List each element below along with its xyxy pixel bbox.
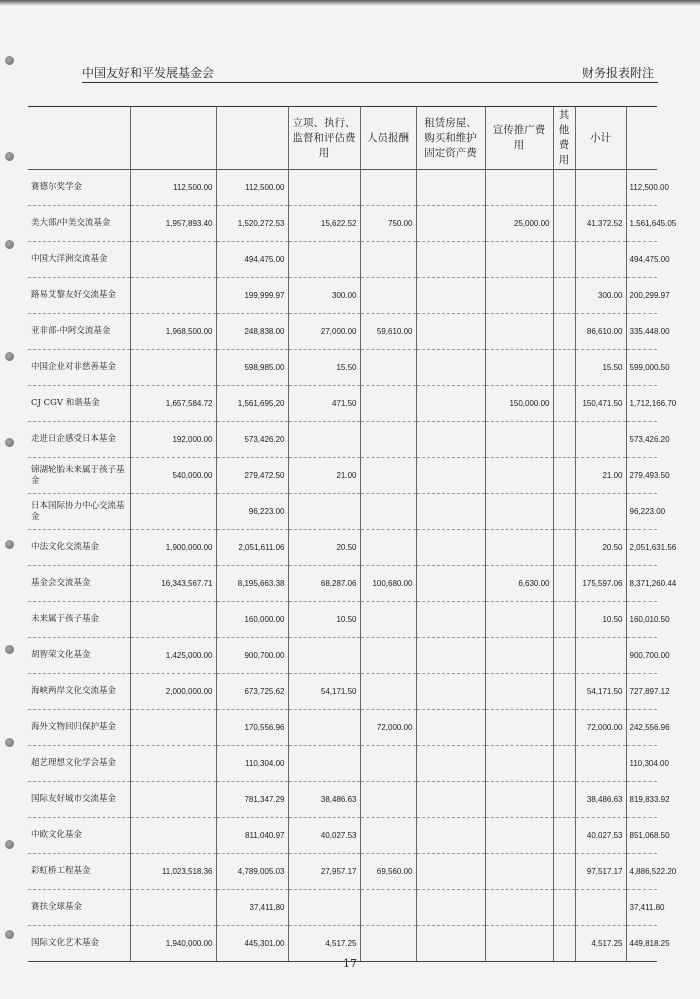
amount-cell: [485, 602, 553, 638]
amount-cell: [130, 818, 216, 854]
amount-cell: 819,833.92: [626, 782, 657, 818]
table-row: [28, 710, 657, 746]
amount-cell: [288, 710, 360, 746]
punch-hole: [5, 738, 14, 747]
amount-cell: 4,886,522.20: [626, 854, 657, 890]
fund-name-cell: 中国企业对非慈善基金: [28, 350, 130, 386]
fund-name-cell: 基金会交流基金: [28, 566, 130, 602]
amount-cell: 599,000.50: [626, 350, 657, 386]
amount-cell: 40,027.53: [575, 818, 626, 854]
amount-cell: 673,725.62: [216, 674, 288, 710]
amount-cell: 21.00: [288, 458, 360, 494]
column-header: 小计: [575, 107, 626, 170]
column-header: [626, 107, 657, 170]
amount-cell: 96,223.00: [626, 494, 657, 530]
amount-cell: 8,195,663.38: [216, 566, 288, 602]
amount-cell: 86,610.00: [575, 314, 626, 350]
punch-hole: [5, 56, 14, 65]
amount-cell: 150,000.00: [485, 386, 553, 422]
amount-cell: 37,411.80: [626, 890, 657, 926]
fund-name-cell: 国际文化艺术基金: [28, 926, 130, 962]
fund-name-cell: 美大部/中美交流基金: [28, 206, 130, 242]
fund-name-cell: 路易艾黎友好交流基金: [28, 278, 130, 314]
amount-cell: 573,426.20: [626, 422, 657, 458]
punch-hole: [5, 240, 14, 249]
amount-cell: 750.00: [360, 206, 416, 242]
amount-cell: 242,556.96: [626, 710, 657, 746]
amount-cell: 110,304.00: [626, 746, 657, 782]
table-row: [28, 638, 657, 674]
amount-cell: 112,500.00: [216, 170, 288, 206]
amount-cell: [575, 638, 626, 674]
amount-cell: [553, 422, 575, 458]
fund-name-cell: 锦湖轮胎未来属于孩子基金: [28, 458, 130, 494]
amount-cell: [360, 386, 416, 422]
amount-cell: 15,622.52: [288, 206, 360, 242]
amount-cell: [288, 638, 360, 674]
table-row: [28, 458, 657, 494]
amount-cell: [360, 170, 416, 206]
amount-cell: 27,000.00: [288, 314, 360, 350]
table-header-row: [28, 107, 657, 170]
fund-name-cell: 彩虹桥工程基金: [28, 854, 130, 890]
amount-cell: 15.50: [575, 350, 626, 386]
amount-cell: 248,838.00: [216, 314, 288, 350]
amount-cell: [360, 350, 416, 386]
punch-hole: [5, 438, 14, 447]
amount-cell: 200,299.97: [626, 278, 657, 314]
amount-cell: [130, 710, 216, 746]
page-header: [82, 60, 658, 83]
amount-cell: 1,657,584.72: [130, 386, 216, 422]
amount-cell: 69,560.00: [360, 854, 416, 890]
amount-cell: 494,475.00: [626, 242, 657, 278]
amount-cell: 20.50: [288, 530, 360, 566]
amount-cell: 598,985.00: [216, 350, 288, 386]
amount-cell: 10.50: [575, 602, 626, 638]
amount-cell: [130, 602, 216, 638]
amount-cell: [553, 710, 575, 746]
column-header: [28, 107, 130, 170]
amount-cell: 1,520,272.53: [216, 206, 288, 242]
amount-cell: [416, 782, 485, 818]
amount-cell: 192,000.00: [130, 422, 216, 458]
amount-cell: 781,347.29: [216, 782, 288, 818]
amount-cell: [553, 386, 575, 422]
amount-cell: [416, 206, 485, 242]
fund-name-cell: 赛扶全球基金: [28, 890, 130, 926]
amount-cell: [416, 854, 485, 890]
amount-cell: [485, 314, 553, 350]
amount-cell: [575, 242, 626, 278]
amount-cell: 279,493.50: [626, 458, 657, 494]
amount-cell: 68,287.06: [288, 566, 360, 602]
amount-cell: [416, 494, 485, 530]
amount-cell: [553, 314, 575, 350]
punch-hole: [5, 540, 14, 549]
amount-cell: 540,000.00: [130, 458, 216, 494]
table-row: [28, 314, 657, 350]
amount-cell: [553, 746, 575, 782]
amount-cell: 38,486.63: [288, 782, 360, 818]
expense-table: [28, 106, 677, 962]
fund-name-cell: CJ CGV 和谐基金: [28, 386, 130, 422]
amount-cell: [288, 890, 360, 926]
amount-cell: 1,968,500.00: [130, 314, 216, 350]
column-header: 人员报酬: [360, 107, 416, 170]
amount-cell: 160,000.00: [216, 602, 288, 638]
amount-cell: 471.50: [288, 386, 360, 422]
amount-cell: 445,301.00: [216, 926, 288, 962]
amount-cell: [485, 638, 553, 674]
amount-cell: 1,561,645.05: [626, 206, 657, 242]
amount-cell: [416, 350, 485, 386]
column-header: 立项、执行、监督和评估费用: [288, 107, 360, 170]
amount-cell: 573,426.20: [216, 422, 288, 458]
punch-hole: [5, 930, 14, 939]
amount-cell: 72,000.00: [575, 710, 626, 746]
table-row: [28, 206, 657, 242]
amount-cell: 59,610.00: [360, 314, 416, 350]
table-row: [28, 602, 657, 638]
amount-cell: [360, 422, 416, 458]
amount-cell: 4,789,005.03: [216, 854, 288, 890]
fund-name-cell: 国际友好城市交流基金: [28, 782, 130, 818]
amount-cell: 1,712,166.70: [626, 386, 657, 422]
amount-cell: 900,700.00: [626, 638, 657, 674]
amount-cell: [360, 242, 416, 278]
amount-cell: 100,680.00: [360, 566, 416, 602]
amount-cell: 900,700.00: [216, 638, 288, 674]
table-row: [28, 818, 657, 854]
amount-cell: 20.50: [575, 530, 626, 566]
fund-name-cell: 胡智荣文化基金: [28, 638, 130, 674]
fund-name-cell: 中欧文化基金: [28, 818, 130, 854]
amount-cell: 811,040.97: [216, 818, 288, 854]
amount-cell: [553, 350, 575, 386]
amount-cell: 110,304.00: [216, 746, 288, 782]
amount-cell: 97,517.17: [575, 854, 626, 890]
amount-cell: [416, 242, 485, 278]
column-header: 宣传推广费用: [485, 107, 553, 170]
amount-cell: [553, 278, 575, 314]
fund-name-cell: 亚非部-中阿交流基金: [28, 314, 130, 350]
org-name: 中国友好和平发展基金会: [82, 66, 215, 80]
column-header: 租赁房屋、购买和维护固定资产费: [416, 107, 485, 170]
amount-cell: [360, 494, 416, 530]
table-row: [28, 170, 657, 206]
amount-cell: [130, 494, 216, 530]
amount-cell: [575, 890, 626, 926]
amount-cell: [288, 422, 360, 458]
amount-cell: 1,425,000.00: [130, 638, 216, 674]
table-row: [28, 746, 657, 782]
amount-cell: 170,556.96: [216, 710, 288, 746]
amount-cell: 72,000.00: [360, 710, 416, 746]
table-row: [28, 566, 657, 602]
amount-cell: [288, 746, 360, 782]
amount-cell: [288, 170, 360, 206]
amount-cell: [130, 242, 216, 278]
table-row: [28, 890, 657, 926]
amount-cell: [416, 746, 485, 782]
amount-cell: 40,027.53: [288, 818, 360, 854]
column-header: [130, 107, 216, 170]
punch-hole: [5, 840, 14, 849]
fund-name-cell: 海峡两岸文化交流基金: [28, 674, 130, 710]
table-row: [28, 782, 657, 818]
punch-hole: [5, 352, 14, 361]
amount-cell: [485, 818, 553, 854]
fund-name-cell: 赛德尔奖学金: [28, 170, 130, 206]
table-row: [28, 530, 657, 566]
amount-cell: [130, 278, 216, 314]
amount-cell: [485, 170, 553, 206]
amount-cell: 37,411.80: [216, 890, 288, 926]
amount-cell: [360, 278, 416, 314]
amount-cell: [485, 278, 553, 314]
punch-hole: [5, 645, 14, 654]
amount-cell: [360, 530, 416, 566]
amount-cell: [485, 782, 553, 818]
amount-cell: [575, 494, 626, 530]
amount-cell: [553, 674, 575, 710]
amount-cell: [575, 170, 626, 206]
amount-cell: 279,472.50: [216, 458, 288, 494]
amount-cell: [288, 494, 360, 530]
amount-cell: 1,957,893.40: [130, 206, 216, 242]
amount-cell: 16,343,567.71: [130, 566, 216, 602]
amount-cell: 335,448.00: [626, 314, 657, 350]
amount-cell: [553, 638, 575, 674]
amount-cell: 41,372.52: [575, 206, 626, 242]
amount-cell: [575, 422, 626, 458]
fund-name-cell: 超艺理想文化学会基金: [28, 746, 130, 782]
amount-cell: 96,223.00: [216, 494, 288, 530]
punch-hole: [5, 152, 14, 161]
amount-cell: [485, 530, 553, 566]
amount-cell: 6,630.00: [485, 566, 553, 602]
amount-cell: 4,517.25: [288, 926, 360, 962]
amount-cell: 150,471.50: [575, 386, 626, 422]
amount-cell: [416, 818, 485, 854]
amount-cell: [416, 458, 485, 494]
amount-cell: [360, 638, 416, 674]
amount-cell: 8,371,260.44: [626, 566, 657, 602]
amount-cell: 1,900,000.00: [130, 530, 216, 566]
amount-cell: [485, 494, 553, 530]
fund-name-cell: 未来属于孩子基金: [28, 602, 130, 638]
table-body: [28, 170, 677, 962]
amount-cell: [485, 422, 553, 458]
column-header: 其他费用: [553, 107, 575, 170]
amount-cell: [553, 530, 575, 566]
amount-cell: [416, 278, 485, 314]
fund-name-cell: 走进日企感受日本基金: [28, 422, 130, 458]
amount-cell: [485, 674, 553, 710]
amount-cell: [416, 710, 485, 746]
amount-cell: [288, 242, 360, 278]
table-row: [28, 494, 657, 530]
amount-cell: 160,010.50: [626, 602, 657, 638]
amount-cell: 25,000.00: [485, 206, 553, 242]
scan-edge: [0, 0, 700, 6]
amount-cell: 2,051,611.06: [216, 530, 288, 566]
amount-cell: [416, 674, 485, 710]
amount-cell: 1,940,000.00: [130, 926, 216, 962]
amount-cell: [360, 890, 416, 926]
amount-cell: [130, 782, 216, 818]
amount-cell: 15.50: [288, 350, 360, 386]
amount-cell: [416, 638, 485, 674]
amount-cell: [485, 350, 553, 386]
amount-cell: 175,597.06: [575, 566, 626, 602]
amount-cell: 54,171.50: [288, 674, 360, 710]
amount-cell: [360, 782, 416, 818]
amount-cell: 112,500.00: [626, 170, 657, 206]
amount-cell: 300.00: [288, 278, 360, 314]
amount-cell: [485, 458, 553, 494]
page-number: 17: [343, 957, 357, 970]
amount-cell: [130, 350, 216, 386]
amount-cell: [360, 458, 416, 494]
amount-cell: [553, 602, 575, 638]
amount-cell: [553, 242, 575, 278]
amount-cell: [553, 566, 575, 602]
column-header: [216, 107, 288, 170]
fund-name-cell: 中国大洋洲交流基金: [28, 242, 130, 278]
amount-cell: [485, 890, 553, 926]
amount-cell: [575, 746, 626, 782]
fund-name-cell: 中法文化交流基金: [28, 530, 130, 566]
table-row: [28, 242, 657, 278]
amount-cell: 1,561,695.20: [216, 386, 288, 422]
amount-cell: [360, 818, 416, 854]
amount-cell: 2,051,631.56: [626, 530, 657, 566]
amount-cell: [360, 602, 416, 638]
amount-cell: [416, 314, 485, 350]
amount-cell: [416, 422, 485, 458]
amount-cell: [416, 602, 485, 638]
amount-cell: [553, 170, 575, 206]
amount-cell: [360, 674, 416, 710]
table-row: [28, 350, 657, 386]
amount-cell: 4,517.25: [575, 926, 626, 962]
fund-name-cell: 海外文物回归保护基金: [28, 710, 130, 746]
fund-name-cell: 日本国际协力中心交流基金: [28, 494, 130, 530]
amount-cell: [485, 854, 553, 890]
amount-cell: 851,068.50: [626, 818, 657, 854]
amount-cell: 449,818.25: [626, 926, 657, 962]
amount-cell: 727,897.12: [626, 674, 657, 710]
amount-cell: [485, 710, 553, 746]
amount-cell: 494,475.00: [216, 242, 288, 278]
amount-cell: [553, 206, 575, 242]
amount-cell: [553, 818, 575, 854]
amount-cell: 54,171.50: [575, 674, 626, 710]
amount-cell: [416, 530, 485, 566]
amount-cell: 199,999.97: [216, 278, 288, 314]
amount-cell: 38,486.63: [575, 782, 626, 818]
amount-cell: [416, 386, 485, 422]
amount-cell: 10.50: [288, 602, 360, 638]
table-row: [28, 278, 657, 314]
amount-cell: 11,023,518.36: [130, 854, 216, 890]
amount-cell: [360, 746, 416, 782]
table-row: [28, 854, 657, 890]
amount-cell: [416, 890, 485, 926]
table-row: [28, 422, 657, 458]
amount-cell: [485, 746, 553, 782]
amount-cell: 300.00: [575, 278, 626, 314]
table-row: [28, 674, 657, 710]
amount-cell: 112,500.00: [130, 170, 216, 206]
amount-cell: 2,000,000.00: [130, 674, 216, 710]
section-title: 财务报表附注: [581, 66, 654, 80]
amount-cell: [553, 890, 575, 926]
amount-cell: [553, 782, 575, 818]
amount-cell: [485, 242, 553, 278]
amount-cell: [553, 494, 575, 530]
table-row: [28, 386, 657, 422]
amount-cell: [416, 566, 485, 602]
amount-cell: [553, 458, 575, 494]
amount-cell: [130, 746, 216, 782]
amount-cell: [553, 854, 575, 890]
amount-cell: 27,957.17: [288, 854, 360, 890]
amount-cell: [416, 170, 485, 206]
amount-cell: 21.00: [575, 458, 626, 494]
amount-cell: [130, 890, 216, 926]
